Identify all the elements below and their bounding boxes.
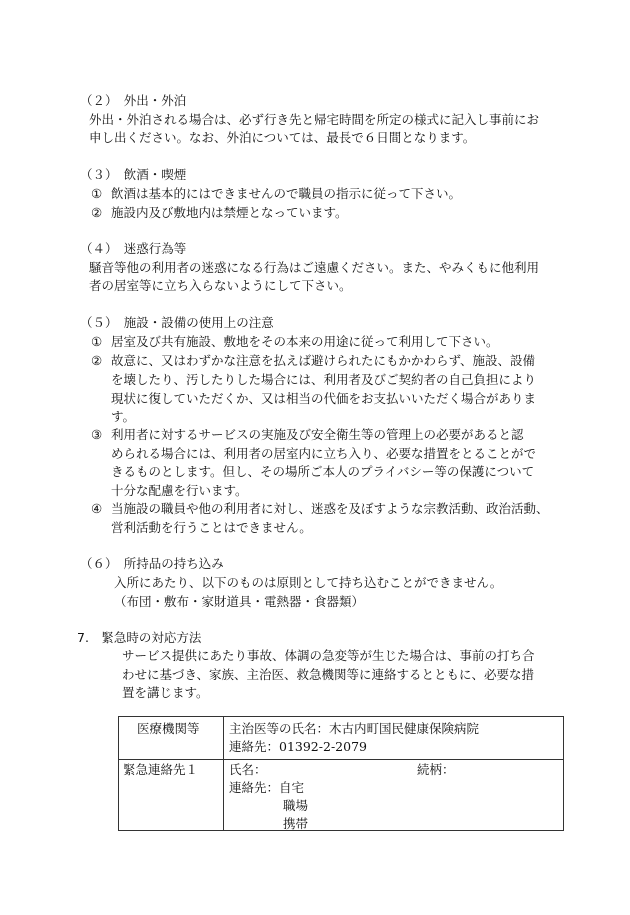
list-item-number: ① [91, 334, 103, 349]
section-7-heading: 7. 緊急時の対応方法 [77, 630, 202, 645]
contact-work-label: 職場 [283, 798, 309, 813]
medical-institution-label: 医療機関等 [137, 721, 200, 736]
list-item-text: 利用者に対するサービスの実施及び安全衛生等の管理上の必要があると認 [111, 427, 524, 442]
list-item-number: ④ [91, 501, 103, 516]
table-row-divider [119, 759, 563, 760]
table-column-divider [223, 717, 224, 830]
section-6-heading: （６） 所持品の持ち込み [80, 556, 224, 571]
list-item-number: ② [91, 353, 103, 368]
list-item-text: 営利活動を行うことはできません。 [111, 520, 312, 535]
section-6-body-line: 入所にあたり、以下のものは原則として持ち込むことができません。 [114, 575, 503, 590]
contact-relation-label: 続柄： [417, 762, 455, 777]
list-item-text: 施設内及び敷地内は禁煙となっています。 [111, 205, 348, 220]
emergency-contact-label: 緊急連絡先１ [123, 762, 199, 777]
section-2-body-line: 外出・外泊される場合は、必ず行き先と帰宅時間を所定の様式に記入し事前にお [89, 112, 540, 127]
list-item-number: ② [91, 205, 103, 220]
list-item-text: きるものとします。但し、その場所ご本人のプライバシー等の保護について [111, 464, 535, 479]
list-item-text: 当施設の職員や他の利用者に対し、迷惑を及ぼすような宗教活動、政治活動、 [111, 501, 549, 516]
section-2-body-line: 申し出ください。なお、外泊については、最長で６日間となります。 [89, 130, 476, 145]
section-7-body-line: わせに基づき、家族、主治医、救急機関等に連絡するとともに、必要な措 [122, 667, 535, 682]
section-3-heading: （３） 飲酒・喫煙 [80, 167, 187, 182]
section-5-heading: （５） 施設・設備の使用上の注意 [80, 315, 274, 330]
physician-contact: 連絡先：01392-2-2079 [229, 739, 367, 754]
contact-mobile-label: 携帯 [283, 816, 309, 831]
list-item-text: 飲酒は基本的にはできませんので職員の指示に従って下さい。 [111, 186, 462, 201]
section-6-body-line: （布団・敷布・家財道具・電熱器・食器類） [114, 594, 365, 609]
section-2-heading: （２） 外出・外泊 [80, 93, 187, 108]
contact-home-label: 連絡先：自宅 [229, 780, 305, 795]
section-4-heading: （４） 迷惑行為等 [80, 241, 187, 256]
list-item-text: 故意に、又はわずかな注意を払えば避けられたにもかかわらず、施設、設備 [111, 353, 536, 368]
section-7-body-line: サービス提供にあたり事故、体調の急変等が生じた場合は、事前の打ち合 [122, 648, 535, 663]
section-7-body-line: 置を講じます。 [122, 685, 209, 700]
list-item-number: ① [91, 186, 103, 201]
section-4-body-line: 者の居室等に立ち入らないようにして下さい。 [89, 278, 352, 293]
emergency-contact-table [118, 716, 564, 831]
physician-name: 主治医等の氏名：木古内町国民健康保険病院 [229, 721, 480, 736]
list-item-number: ③ [91, 427, 103, 442]
list-item-text: 居室及び共有施設、敷地をその本来の用途に従って利用して下さい。 [111, 334, 499, 349]
list-item-text: 十分な配慮を行います。 [111, 483, 248, 498]
list-item-text: す。 [111, 409, 136, 424]
list-item-text: 現状に復していただくか、又は相当の代価をお支払いいただく場合がありま [111, 391, 537, 406]
list-item-text: を壊したり、汚したりした場合には、利用者及びご契約者の自己負担により [111, 372, 537, 387]
contact-name-label: 氏名： [229, 762, 267, 777]
list-item-text: められる場合には、利用者の居室内に立ち入り、必要な措置をとることがで [111, 446, 537, 461]
section-4-body-line: 騒音等他の利用者の迷惑になる行為はご遠慮ください。また、やみくもに他利用 [89, 260, 540, 275]
